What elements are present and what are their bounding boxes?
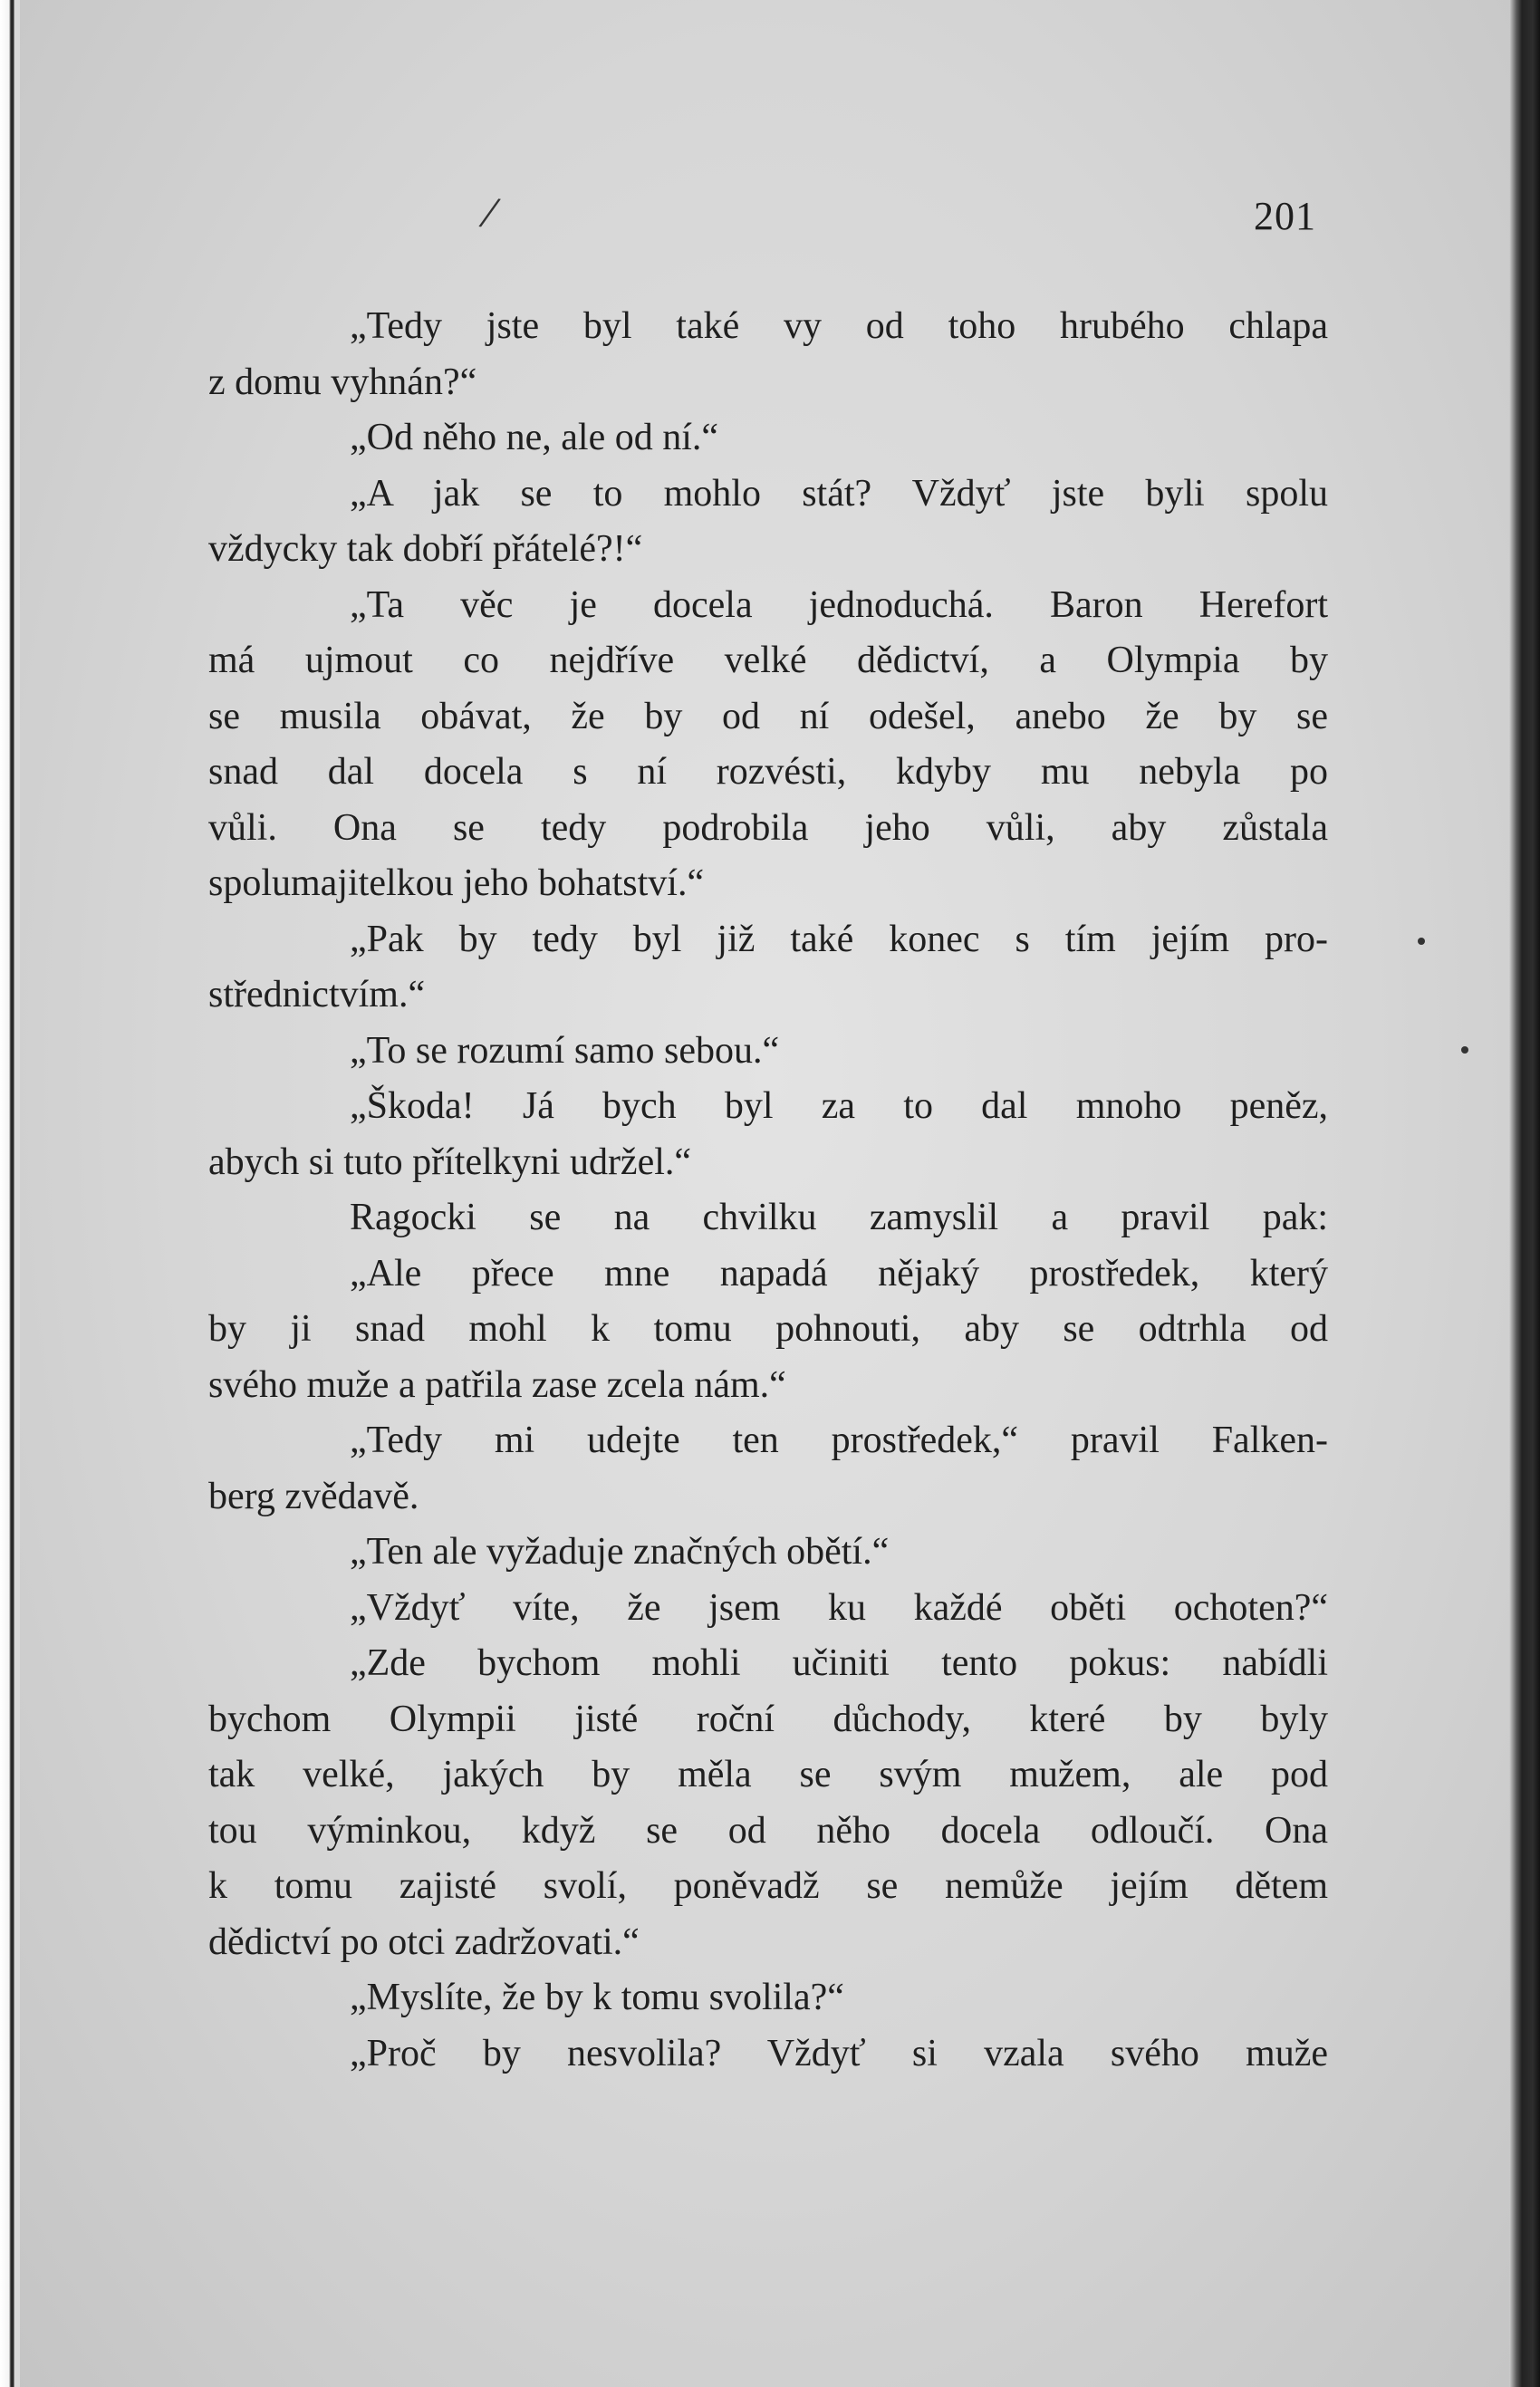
- text-line: k tomu zajisté svolí, poněvadž se nemůže jejím dětem: [208, 1865, 1328, 1907]
- right-page-edge: [1509, 0, 1540, 2387]
- text-line: „Ale přece mne napadá nějaký prostředek, který: [350, 1252, 1328, 1295]
- pencil-mark: /: [479, 186, 499, 238]
- text-line: „Proč by nesvolila? Vždyť si vzala svého muže: [350, 2032, 1328, 2074]
- text-line: střednictvím.“: [208, 974, 426, 1015]
- text-line: má ujmout co nejdříve velké dědictví, a Olympia by: [208, 640, 1328, 681]
- text-line: by ji snad mohl k tomu pohnouti, aby se odtrhla od: [208, 1308, 1328, 1350]
- text-line: snad dal docela s ní rozvésti, kdyby mu nebyla po: [208, 751, 1328, 793]
- text-line: berg zvědavě.: [208, 1475, 419, 1517]
- text-line: svého muže a patřila zase zcela nám.“: [208, 1363, 786, 1406]
- text-line: spolumajitelkou jeho bohatství.“: [208, 862, 705, 904]
- left-page-edge: [0, 0, 20, 2387]
- page-number: 201: [1254, 194, 1316, 238]
- ink-speck: [1418, 938, 1425, 945]
- text-line: vždycky tak dobří přátelé?!“: [208, 528, 643, 570]
- text-line: bychom Olympii jisté roční důchody, které by byly: [208, 1698, 1328, 1740]
- text-line: „A jak se to mohlo stát? Vždyť jste byli spolu: [350, 472, 1328, 515]
- text-line: abych si tuto přítelkyni udržel.“: [208, 1141, 692, 1183]
- text-line: tou výminkou, když se od něho docela odloučí. Ona: [208, 1809, 1328, 1852]
- text-line: vůli. Ona se tedy podrobila jeho vůli, aby zůstala: [208, 806, 1328, 849]
- text-line: „To se rozumí samo sebou.“: [350, 1029, 780, 1072]
- text-line: „Vždyť víte, že jsem ku každé oběti ochoten?“: [350, 1586, 1328, 1629]
- text-line: „Pak by tedy byl již také konec s tím jejím pro-: [350, 918, 1328, 960]
- text-line: Ragocki se na chvilku zamyslil a pravil pak:: [350, 1197, 1328, 1238]
- text-line: dědictví po otci zadržovati.“: [208, 1920, 640, 1963]
- text-line: „Škoda! Já bych byl za to dal mnoho peněz,: [350, 1085, 1328, 1127]
- body-text: [208, 299, 1328, 2082]
- ink-speck: [1461, 1046, 1468, 1054]
- text-line: „Ten ale vyžaduje značných obětí.“: [350, 1531, 890, 1573]
- text-line: se musila obávat, že by od ní odešel, anebo že by se: [208, 695, 1328, 737]
- text-line: „Tedy mi udejte ten prostředek,“ pravil Falken-: [350, 1420, 1328, 1461]
- text-line: tak velké, jakých by měla se svým mužem, ale pod: [208, 1754, 1328, 1795]
- text-line: z domu vyhnán?“: [208, 361, 477, 403]
- text-line: „Ta věc je docela jednoduchá. Baron Herefort: [350, 583, 1328, 626]
- text-line: „Tedy jste byl také vy od toho hrubého chlapa: [350, 305, 1328, 347]
- text-line: „Myslíte, že by k tomu svolila?“: [350, 1977, 844, 2018]
- text-line: „Od něho ne, ale od ní.“: [350, 417, 719, 458]
- text-line: „Zde bychom mohli učiniti tento pokus: nabídli: [350, 1642, 1328, 1684]
